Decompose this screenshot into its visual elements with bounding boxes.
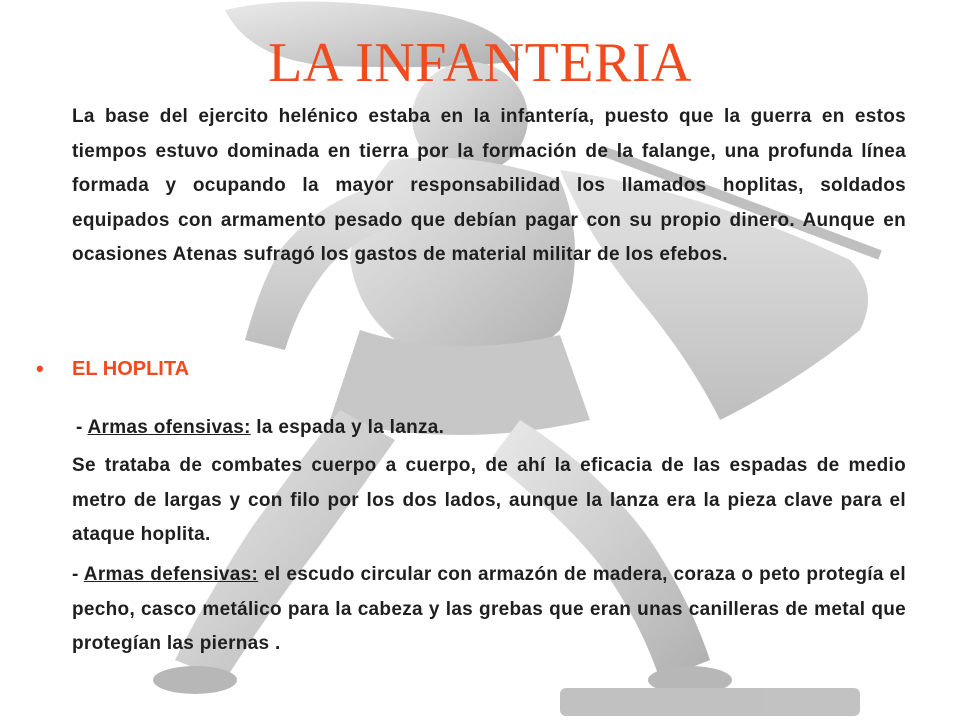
slide-title: LA INFANTERIA bbox=[268, 32, 692, 94]
offensive-weapons-line bbox=[76, 411, 444, 445]
intro-paragraph: La base del ejercito helénico estaba en la infantería, puesto que la guerra en estos tiempos estuvo dominada en tierra por la formación de la falange, una profunda línea formada y ocupando la mayor responsabilidad los llamados hoplitas, soldados equipados con armamento pesado que debían pagar con su propio dinero. Aunque en ocasiones Atenas sufragó los gastos de material militar de los efebos. bbox=[72, 106, 906, 265]
bullet-icon: • bbox=[36, 356, 44, 381]
offensive-text: la espada y la lanza. bbox=[250, 417, 445, 438]
bullet-label: EL HOPLITA bbox=[72, 358, 190, 380]
defensive-label: Armas defensivas: bbox=[83, 564, 259, 585]
offensive-prefix: - bbox=[76, 417, 88, 438]
defensive-text: el escudo circular con armazón de madera, coraza o peto protegía el pecho, casco metálico para la cabeza y las grebas que eran unas canilleras de metal que protegían las piernas . bbox=[72, 564, 906, 654]
defensive-prefix: - bbox=[72, 564, 84, 585]
defensive-weapons-paragraph bbox=[72, 558, 906, 662]
combat-paragraph: Se trataba de combates cuerpo a cuerpo, de ahí la eficacia de las espadas de medio metro de largas y con filo por los dos lados, aunque la lanza era la pieza clave para el ataque hoplita. bbox=[72, 455, 906, 545]
offensive-label: Armas ofensivas: bbox=[87, 417, 251, 438]
